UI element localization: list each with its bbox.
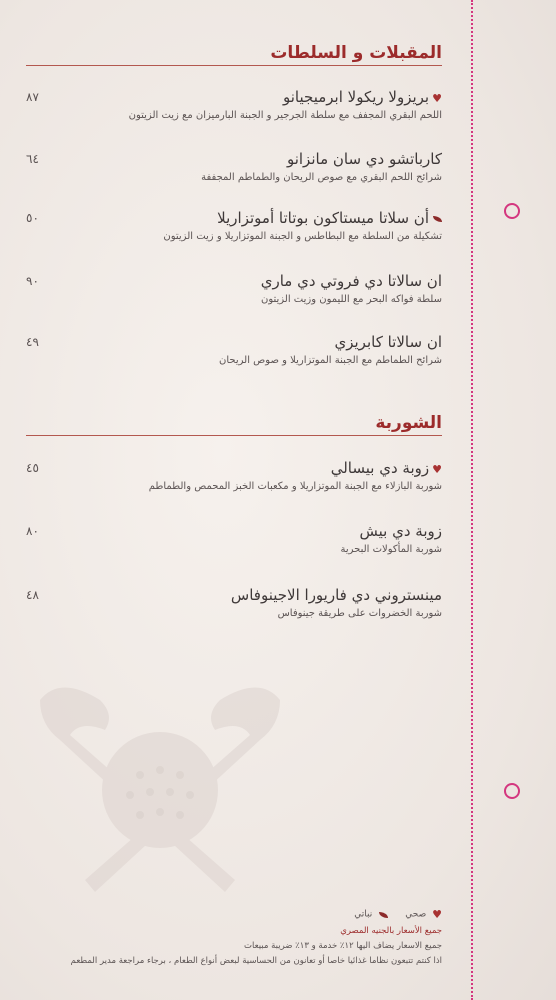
menu-item (26, 209, 442, 259)
heart-icon: ♥ (432, 908, 442, 921)
binder-dotted-line (471, 0, 473, 1000)
menu-item (26, 333, 442, 383)
menu-item (26, 150, 442, 200)
leaf-icon (379, 912, 388, 918)
item-price: ٦٤ (26, 152, 39, 166)
heart-icon: ♥ (432, 463, 442, 476)
item-description: اللحم البقري المجفف مع سلطة الجرجير و الجبنة البارميزان مع زيت الزيتون (128, 110, 442, 121)
item-name: ان سالاتا دي فروتي دي ماري (260, 272, 442, 290)
menu-item (26, 459, 442, 509)
item-description: شوربة المأكولات البحرية (340, 544, 442, 555)
item-description: شوربة البازلاء مع الجبنة الموتزاريلا و مكعبات الخبز المحمص والطماطم (148, 481, 442, 492)
legend-healthy: صحي (405, 909, 427, 920)
item-price: ٥٠ (26, 211, 39, 225)
menu-item (26, 88, 442, 138)
item-name: بريزولا ريكولا ابرميجيانو (282, 88, 430, 106)
item-name: زوبة دي بيسالي (330, 459, 430, 477)
item-description: تشكيلة من السلطة مع البطاطس و الجبنة الموتزاريلا و زيت الزيتون (163, 231, 442, 242)
item-price: ٨٠ (26, 524, 39, 538)
item-description: شوربة الخضروات على طريقة جينوفاس (277, 608, 442, 619)
legend (354, 908, 442, 921)
item-price: ٤٥ (26, 461, 39, 475)
footer-taxes: جميع الاسعار يضاف اليها ١٢٪ خدمة و ١٣٪ ضريبة مبيعات (244, 941, 442, 951)
item-price: ٤٨ (26, 588, 39, 602)
leaf-icon (433, 216, 442, 222)
menu-item (26, 272, 442, 322)
item-price: ٩٠ (26, 274, 39, 288)
section-divider (26, 65, 442, 66)
menu-item (26, 522, 442, 572)
binder-ring-bottom (504, 783, 520, 799)
footer-allergy: اذا كنتم تتبعون نظاما غذائيا خاصا أو تعانون من الحساسية لبعض أنواع الطعام ، برجاء مراجعة مدير المطعم (70, 956, 442, 966)
footer-currency: جميع الأسعار بالجنيه المصري (340, 926, 442, 936)
item-name: زوبة دي بيش (359, 522, 442, 540)
item-name: مينستروني دي فاريورا الاجينوفاس (230, 586, 442, 604)
legend-vegetarian: نباتي (354, 909, 373, 920)
heart-icon: ♥ (432, 92, 442, 105)
item-price: ٨٧ (26, 90, 39, 104)
item-name: ان سالاتا كابريزي (334, 333, 442, 351)
item-name: أن سلاتا ميستاكون بوتاتا أموتزاريلا (217, 209, 429, 227)
item-description: شرائح اللحم البقري مع صوص الريحان والطماطم المجففة (201, 172, 442, 183)
item-price: ٤٩ (26, 335, 39, 349)
section-title-soup: الشوربة (375, 413, 442, 433)
item-name: كارباتشو دي سان مانزانو (286, 150, 442, 168)
item-description: سلطة فواكه البحر مع الليمون وزيت الزيتون (260, 294, 442, 305)
section-divider (26, 435, 442, 436)
menu-item (26, 586, 442, 636)
binder-ring-top (504, 203, 520, 219)
section-title-appetizers: المقبلات و السلطات (270, 43, 442, 63)
item-description: شرائح الطماطم مع الجبنة الموتزاريلا و صوص الريحان (219, 355, 442, 366)
